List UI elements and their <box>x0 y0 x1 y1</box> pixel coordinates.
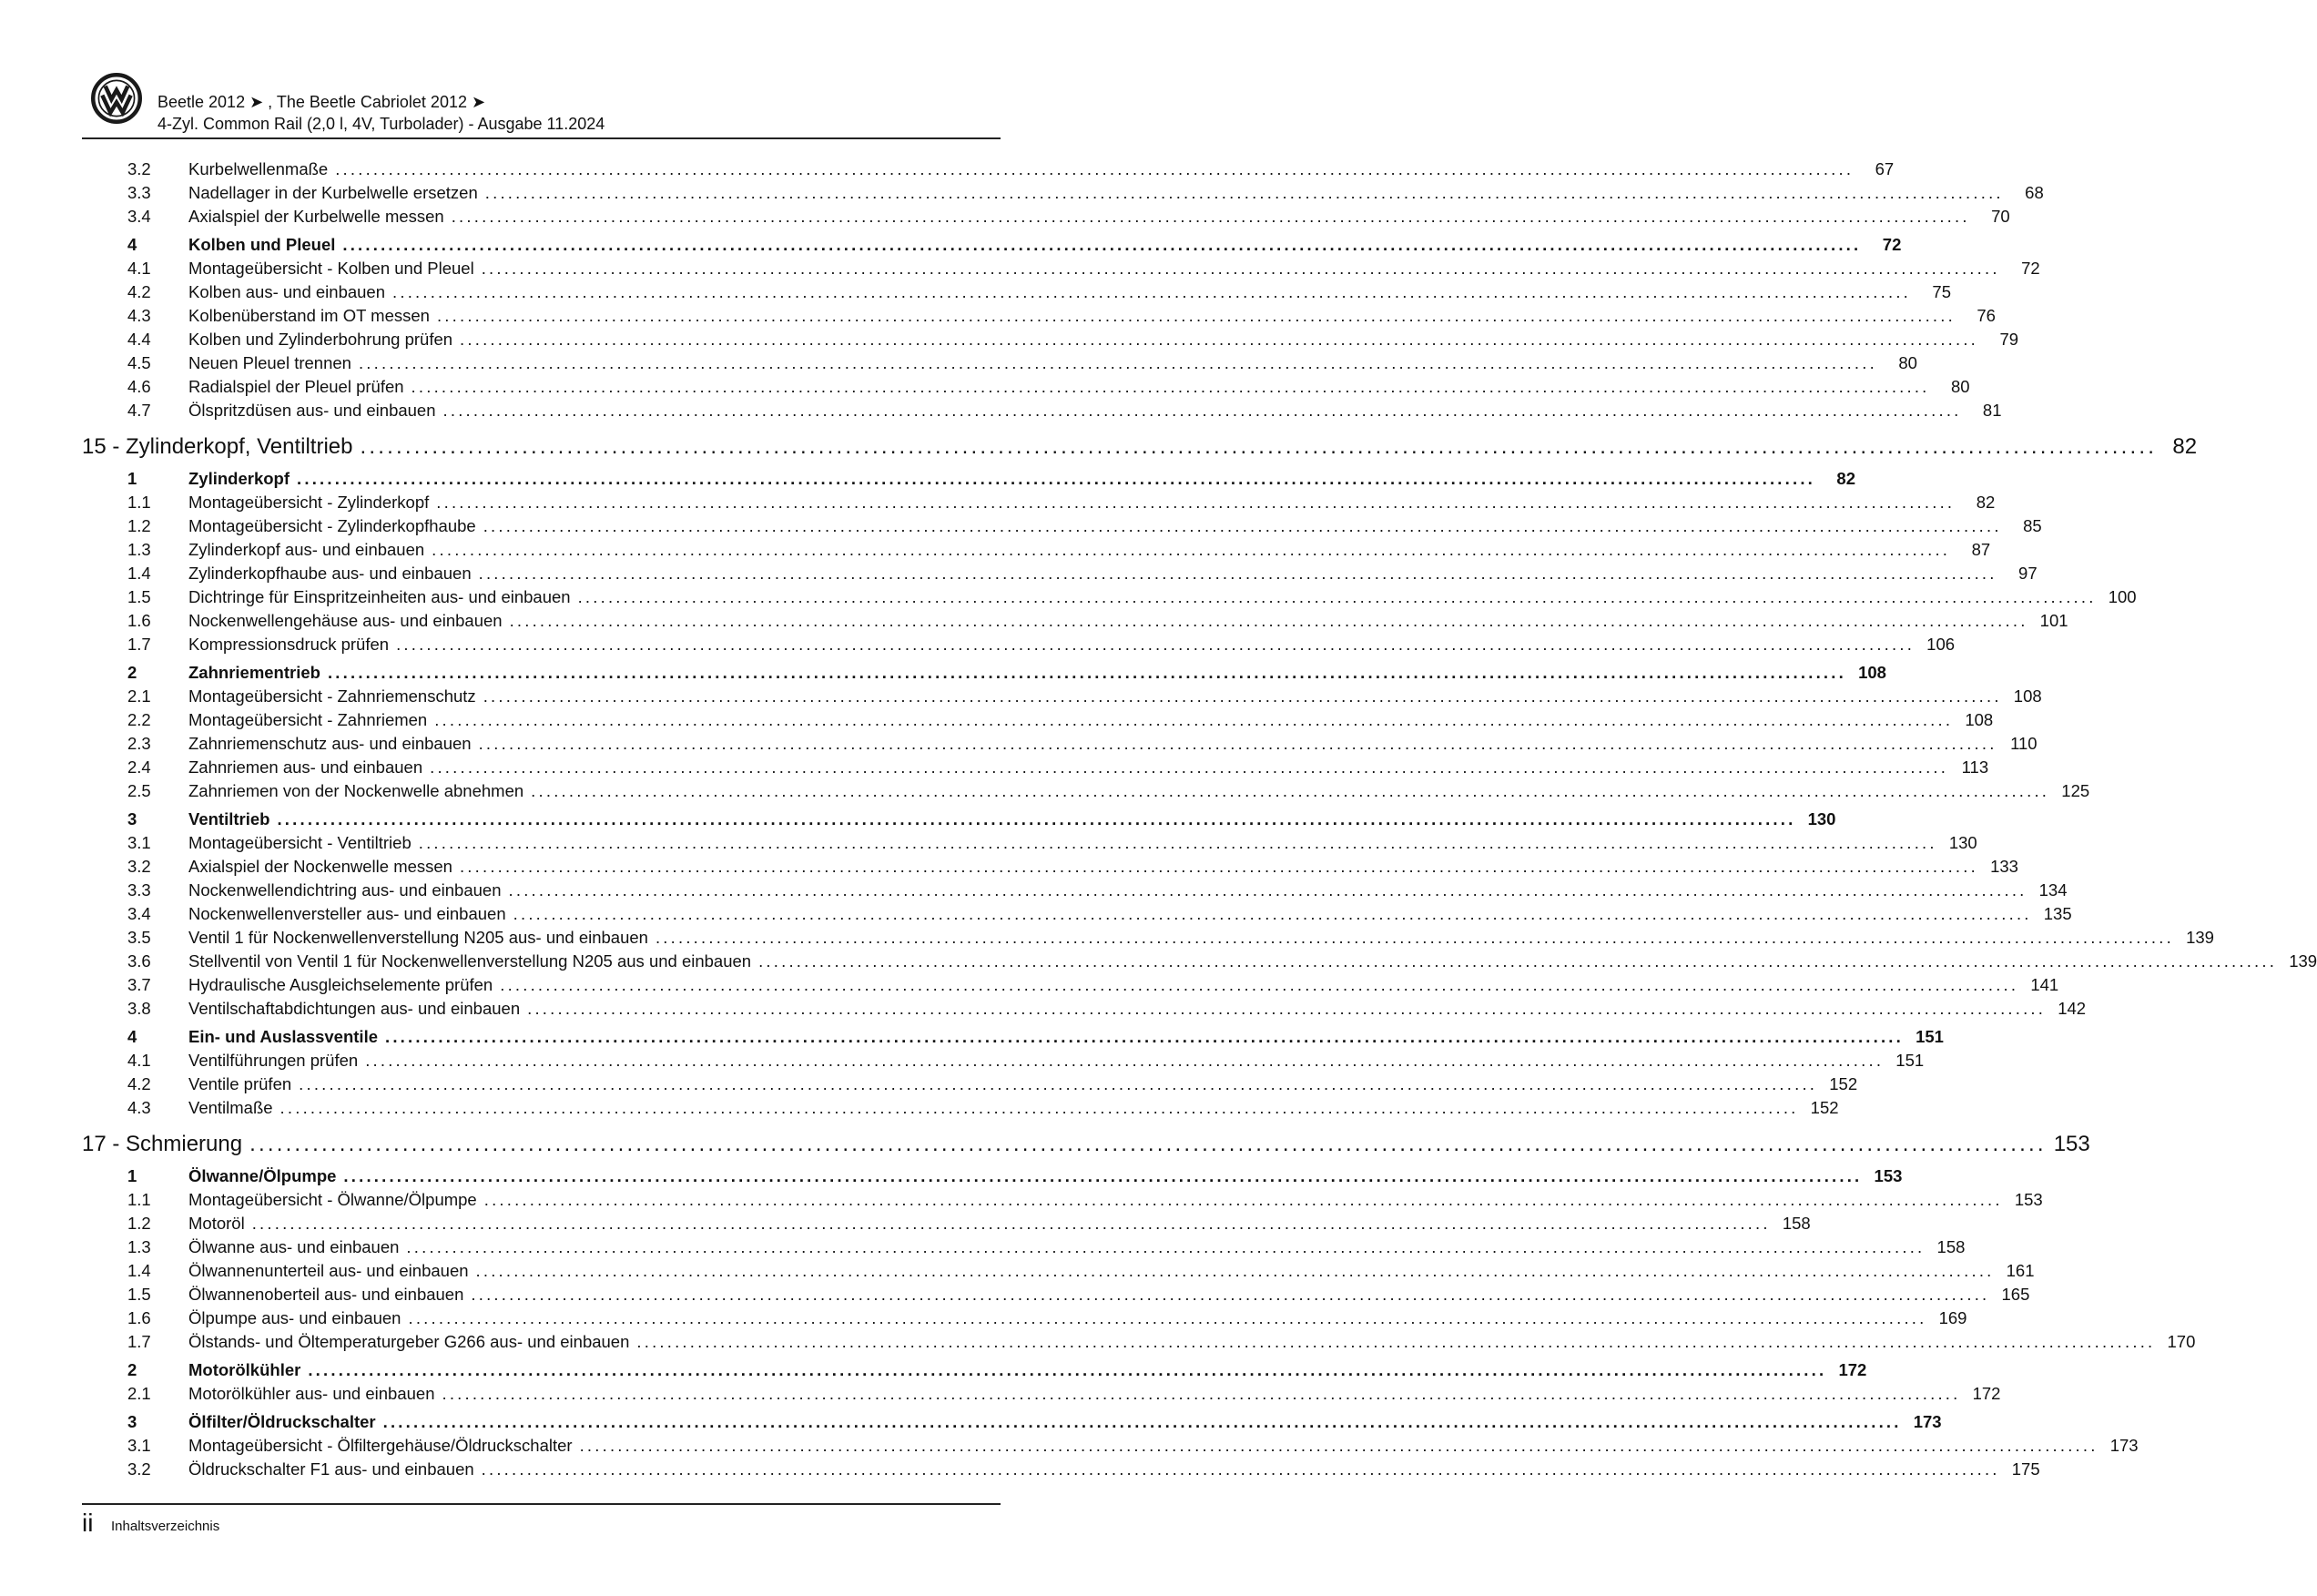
toc-entry[interactable] <box>82 1259 2035 1283</box>
toc-leader-dots: ........................................................................................................................................................................................................ <box>508 880 2027 900</box>
toc-title: Nockenwellenversteller aus- und einbauen <box>188 904 506 923</box>
toc-entry[interactable] <box>82 280 1951 304</box>
toc-leader-dots: ........................................................................................................................................................................................................ <box>579 1436 2099 1455</box>
toc-number: 3.4 <box>127 207 151 226</box>
toc-leader-dots: ........................................................................................................................................................................................................ <box>481 259 2000 278</box>
page-number: ii <box>82 1509 94 1537</box>
toc-number: 4.3 <box>127 306 151 325</box>
toc-title: Motorölkühler aus- und einbauen <box>188 1384 435 1403</box>
toc-page-number: 108 <box>1858 663 1886 682</box>
toc-page-number: 108 <box>1965 710 1994 729</box>
toc-section[interactable] <box>82 1025 1944 1049</box>
toc-page-number: 100 <box>2108 587 2137 606</box>
toc-entry[interactable] <box>82 609 2068 633</box>
toc-title: Montageübersicht - Kolben und Pleuel <box>188 259 474 278</box>
toc-leader-dots: ........................................................................................................................................................................................................ <box>471 1285 1990 1304</box>
toc-entry[interactable] <box>82 1072 1858 1096</box>
toc-leader-dots: ........................................................................................................................................................................................................ <box>342 235 1862 254</box>
toc-number: 1.7 <box>127 635 151 654</box>
toc-number: 3.1 <box>127 1436 151 1455</box>
toc-title: Ölwanne aus- und einbauen <box>188 1237 400 1256</box>
toc-number: 3.5 <box>127 928 151 947</box>
toc-leader-dots: ........................................................................................................................................................................................................ <box>411 377 1930 396</box>
toc-entry[interactable] <box>82 950 2317 973</box>
toc-title: Ölwanne/Ölpumpe <box>188 1166 337 1185</box>
toc-entry[interactable] <box>82 1458 2040 1481</box>
toc-leader-dots: ........................................................................................................................................................................................................ <box>343 1166 1863 1185</box>
toc-leader-dots: ........................................................................................................................................................................................................ <box>460 330 1979 349</box>
toc-title: Zahnriementrieb <box>188 663 320 682</box>
toc-page-number: 172 <box>1972 1384 2001 1403</box>
toc-number: 3.1 <box>127 833 151 852</box>
toc-page-number: 134 <box>2038 880 2068 900</box>
toc-page-number: 72 <box>2021 259 2040 278</box>
toc-entry[interactable] <box>82 779 2090 803</box>
toc-entry[interactable] <box>82 855 2018 879</box>
toc-number: 1.1 <box>127 1190 151 1209</box>
toc-entry[interactable] <box>82 399 2002 422</box>
toc-entry[interactable] <box>82 257 2040 280</box>
toc-entry[interactable] <box>82 585 2137 609</box>
toc-title: Zylinderkopfhaube aus- und einbauen <box>188 564 472 583</box>
toc-number: 4.6 <box>127 377 151 396</box>
toc-number: 3.3 <box>127 183 151 202</box>
toc-page-number: 151 <box>1895 1051 1925 1070</box>
toc-leader-dots: ........................................................................................................................................................................................................ <box>335 159 1855 178</box>
toc-leader-dots: ........................................................................................................................................................................................................ <box>299 1074 1818 1093</box>
table-of-contents <box>82 158 2317 1481</box>
toc-title: Zylinderkopf <box>188 469 290 488</box>
toc-section[interactable] <box>82 467 1855 491</box>
toc-entry[interactable] <box>82 351 1917 375</box>
toc-page-number: 76 <box>1977 306 1996 325</box>
toc-page-number: 67 <box>1875 159 1895 178</box>
toc-number: 4.5 <box>127 353 151 372</box>
toc-number: 3 <box>127 1412 137 1431</box>
toc-page-number: 153 <box>2053 1132 2090 1156</box>
toc-title: Montageübersicht - Ölfiltergehäuse/Öldruckschalter <box>188 1436 573 1455</box>
toc-leader-dots: ........................................................................................................................................................................................................ <box>442 1384 1961 1403</box>
toc-leader-dots: ........................................................................................................................................................................................................ <box>655 928 2174 947</box>
toc-entry[interactable] <box>82 1049 1925 1072</box>
toc-leader-dots: ........................................................................................................................................................................................................ <box>365 1051 1885 1070</box>
toc-title: Zylinderkopf aus- und einbauen <box>188 540 425 559</box>
toc-page-number: 135 <box>2043 904 2072 923</box>
toc-leader-dots: ........................................................................................................................................................................................................ <box>483 1190 2003 1209</box>
toc-number: 1 <box>127 1166 137 1185</box>
toc-page-number: 173 <box>2109 1436 2139 1455</box>
header-divider <box>82 137 1001 139</box>
toc-number: 3.6 <box>127 951 151 971</box>
toc-page-number: 108 <box>2013 686 2042 706</box>
toc-page-number: 82 <box>1836 469 1855 488</box>
toc-title: Ölpumpe aus- und einbauen <box>188 1308 401 1327</box>
toc-page-number: 152 <box>1829 1074 1858 1093</box>
toc-leader-dots: ........................................................................................................................................................................................................ <box>451 207 1970 226</box>
toc-leader-dots: ........................................................................................................................................................................................................ <box>442 401 1962 420</box>
toc-title: Axialspiel der Kurbelwelle messen <box>188 207 444 226</box>
toc-chapter[interactable] <box>82 432 2198 463</box>
toc-title: Motorölkühler <box>188 1360 301 1379</box>
toc-number: 1.4 <box>127 1261 151 1280</box>
toc-entry[interactable] <box>82 158 1895 181</box>
toc-number: 1.2 <box>127 516 151 535</box>
toc-page-number: 81 <box>1982 401 2002 420</box>
toc-title: Nadellager in der Kurbelwelle ersetzen <box>188 183 478 202</box>
toc-entry[interactable] <box>82 1283 2030 1306</box>
toc-leader-dots: ........................................................................................................................................................................................................ <box>406 1237 1926 1256</box>
toc-title: Ventilführungen prüfen <box>188 1051 359 1070</box>
toc-leader-dots: ........................................................................................................................................................................................................ <box>500 975 2019 994</box>
toc-leader-dots: ........................................................................................................................................................................................................ <box>251 1214 1771 1233</box>
toc-title: Zahnriemenschutz aus- und einbauen <box>188 734 472 753</box>
toc-number: 2.1 <box>127 1384 151 1403</box>
toc-page-number: 130 <box>1948 833 1977 852</box>
toc-entry[interactable] <box>82 562 2038 585</box>
toc-title: Ventilmaße <box>188 1098 273 1117</box>
toc-page-number: 152 <box>1810 1098 1839 1117</box>
toc-page-number: 153 <box>1874 1166 1903 1185</box>
toc-number: 3 <box>127 809 137 828</box>
toc-title: Montageübersicht - Zahnriemen <box>188 710 428 729</box>
toc-entry[interactable] <box>82 926 2214 950</box>
toc-number: 2 <box>127 1360 137 1379</box>
toc-title: 15 - Zylinderkopf, Ventiltrieb <box>82 434 353 459</box>
toc-section[interactable] <box>82 1410 1942 1434</box>
toc-entry[interactable] <box>82 1306 1967 1330</box>
toc-number: 1.6 <box>127 611 151 630</box>
header-line-1: Beetle 2012 ➤ , The Beetle Cabriolet 2012 ➤ <box>158 93 486 111</box>
toc-title: Ölwannenunterteil aus- und einbauen <box>188 1261 469 1280</box>
toc-page-number: 106 <box>1926 635 1956 654</box>
toc-title: Radialspiel der Pleuel prüfen <box>188 377 404 396</box>
toc-entry[interactable] <box>82 831 1977 855</box>
toc-title: Montageübersicht - Ventiltrieb <box>188 833 412 852</box>
toc-entry[interactable] <box>82 756 1989 779</box>
toc-section[interactable] <box>82 661 1886 685</box>
toc-number: 3.3 <box>127 880 151 900</box>
toc-page-number: 75 <box>1932 282 1951 301</box>
toc-page-number: 175 <box>2011 1459 2040 1479</box>
toc-page-number: 133 <box>1990 857 2018 876</box>
toc-entry[interactable] <box>82 181 2044 205</box>
toc-title: Kompressionsdruck prüfen <box>188 635 390 654</box>
toc-title: Zahnriemen von der Nockenwelle abnehmen <box>188 781 524 800</box>
toc-entry[interactable] <box>82 1382 2001 1406</box>
toc-page-number: 87 <box>1971 540 1991 559</box>
toc-entry[interactable] <box>82 633 1956 656</box>
toc-page-number: 80 <box>1898 353 1917 372</box>
toc-title: Zahnriemen aus- und einbauen <box>188 757 423 777</box>
toc-title: Montageübersicht - Zahnriemenschutz <box>188 686 476 706</box>
toc-page-number: 158 <box>1782 1214 1811 1233</box>
toc-number: 1.6 <box>127 1308 151 1327</box>
toc-entry[interactable] <box>82 1096 1839 1120</box>
toc-page-number: 170 <box>2167 1332 2196 1351</box>
toc-title: Öldruckschalter F1 aus- und einbauen <box>188 1459 474 1479</box>
toc-leader-dots: ........................................................................................................................................................................................................ <box>483 686 2002 706</box>
toc-number: 3.7 <box>127 975 151 994</box>
toc-leader-dots: ........................................................................................................................................................................................................ <box>408 1308 1927 1327</box>
toc-title: Stellventil von Ventil 1 für Nockenwellenverstellung N205 aus und einbauen <box>188 951 752 971</box>
toc-leader-dots: ........................................................................................................................................................................................................ <box>277 809 1796 828</box>
toc-entry[interactable] <box>82 205 2010 229</box>
toc-leader-dots: ........................................................................................................................................................................................................ <box>308 1360 1827 1379</box>
toc-title: Motoröl <box>188 1214 245 1233</box>
toc-number: 1.1 <box>127 493 151 512</box>
toc-number: 2.2 <box>127 710 151 729</box>
toc-title: Dichtringe für Einspritzeinheiten aus- und einbauen <box>188 587 571 606</box>
toc-leader-dots: ........................................................................................................................................................................................................ <box>396 635 1916 654</box>
toc-number: 1 <box>127 469 137 488</box>
toc-number: 4.4 <box>127 330 151 349</box>
toc-leader-dots: ........................................................................................................................................................................................................ <box>382 1412 1902 1431</box>
toc-page-number: 82 <box>1976 493 1996 512</box>
toc-title: Kurbelwellenmaße <box>188 159 329 178</box>
toc-title: Neuen Pleuel trennen <box>188 353 351 372</box>
toc-number: 2.1 <box>127 686 151 706</box>
toc-leader-dots: ........................................................................................................................................................................................................ <box>527 999 2047 1018</box>
toc-entry[interactable] <box>82 1434 2139 1458</box>
toc-title: Ventilschaftabdichtungen aus- und einbauen <box>188 999 521 1018</box>
toc-page-number: 85 <box>2023 516 2042 535</box>
toc-title: Kolbenüberstand im OT messen <box>188 306 430 325</box>
toc-title: Ölfilter/Öldruckschalter <box>188 1412 376 1431</box>
toc-page-number: 70 <box>1991 207 2010 226</box>
toc-title: Montageübersicht - Zylinderkopfhaube <box>188 516 476 535</box>
toc-entry[interactable] <box>82 879 2068 902</box>
toc-page-number: 80 <box>1950 377 1970 396</box>
toc-title: Kolben und Zylinderbohrung prüfen <box>188 330 453 349</box>
toc-number: 2 <box>127 663 137 682</box>
toc-leader-dots: ........................................................................................................................................................................................................ <box>392 282 1911 301</box>
toc-number: 2.5 <box>127 781 151 800</box>
toc-number: 4.7 <box>127 401 151 420</box>
toc-number: 1.4 <box>127 564 151 583</box>
toc-entry[interactable] <box>82 375 1970 399</box>
toc-leader-dots: ........................................................................................................................................................................................................ <box>436 306 1956 325</box>
toc-title: Ventil 1 für Nockenwellenverstellung N205 aus- und einbauen <box>188 928 648 947</box>
toc-section[interactable] <box>82 808 1836 831</box>
toc-leader-dots: ........................................................................................................................................................................................................ <box>327 663 1846 682</box>
toc-page-number: 82 <box>2172 434 2198 459</box>
toc-title: Ölstands- und Öltemperaturgeber G266 aus- und einbauen <box>188 1332 630 1351</box>
toc-page-number: 68 <box>2025 183 2044 202</box>
toc-page-number: 101 <box>2039 611 2068 630</box>
toc-number: 4.3 <box>127 1098 151 1117</box>
toc-leader-dots: ........................................................................................................................................................................................................ <box>636 1332 2156 1351</box>
toc-title: Kolben aus- und einbauen <box>188 282 386 301</box>
toc-section[interactable] <box>82 1358 1867 1382</box>
toc-page-number: 72 <box>1882 235 1902 254</box>
toc-number: 4.2 <box>127 282 151 301</box>
toc-page-number: 172 <box>1838 1360 1867 1379</box>
toc-page-number: 169 <box>1938 1308 1967 1327</box>
toc-page-number: 165 <box>2001 1285 2030 1304</box>
toc-number: 1.2 <box>127 1214 151 1233</box>
toc-page-number: 141 <box>2030 975 2059 994</box>
toc-page-number: 97 <box>2018 564 2038 583</box>
toc-title: Axialspiel der Nockenwelle messen <box>188 857 452 876</box>
toc-number: 1.3 <box>127 540 151 559</box>
toc-leader-dots: ........................................................................................................................................................................................................ <box>478 564 1997 583</box>
toc-leader-dots: ........................................................................................................................................................................................................ <box>513 904 2032 923</box>
toc-page-number: 125 <box>2061 781 2090 800</box>
toc-leader-dots: ........................................................................................................................................................................................................ <box>385 1027 1904 1046</box>
toc-page-number: 130 <box>1807 809 1836 828</box>
toc-page-number: 142 <box>2058 999 2087 1018</box>
toc-number: 3.8 <box>127 999 151 1018</box>
footer-label: Inhaltsverzeichnis <box>111 1519 220 1534</box>
toc-leader-dots: ........................................................................................................................................................................................................ <box>360 434 2158 459</box>
toc-leader-dots: ........................................................................................................................................................................................................ <box>434 710 1954 729</box>
toc-leader-dots: ........................................................................................................................................................................................................ <box>577 587 2097 606</box>
toc-leader-dots: ........................................................................................................................................................................................................ <box>432 540 1951 559</box>
toc-chapter[interactable] <box>82 1129 2090 1160</box>
toc-entry[interactable] <box>82 1330 2196 1354</box>
toc-title: Ein- und Auslassventile <box>188 1027 378 1046</box>
toc-title: Nockenwellendichtring aus- und einbauen <box>188 880 502 900</box>
toc-page-number: 110 <box>2010 734 2038 753</box>
toc-entry[interactable] <box>82 1212 1811 1235</box>
toc-number: 3.4 <box>127 904 151 923</box>
toc-title: Ventile prüfen <box>188 1074 292 1093</box>
toc-number: 4 <box>127 1027 137 1046</box>
toc-entry[interactable] <box>82 1188 2043 1212</box>
toc-number: 3.2 <box>127 1459 151 1479</box>
toc-title: Montageübersicht - Ölwanne/Ölpumpe <box>188 1190 477 1209</box>
toc-page-number: 113 <box>1961 757 1989 777</box>
toc-page-number: 153 <box>2014 1190 2043 1209</box>
toc-section[interactable] <box>82 233 1902 257</box>
toc-leader-dots: ........................................................................................................................................................................................................ <box>358 353 1877 372</box>
toc-title: Nockenwellengehäuse aus- und einbauen <box>188 611 503 630</box>
toc-title: Kolben und Pleuel <box>188 235 336 254</box>
toc-entry[interactable] <box>82 997 2087 1021</box>
toc-entry[interactable] <box>82 1235 1966 1259</box>
footer-divider <box>82 1503 1001 1505</box>
toc-entry[interactable] <box>82 304 1996 328</box>
toc-page-number: 139 <box>2289 951 2317 971</box>
toc-leader-dots: ........................................................................................................................................................................................................ <box>297 469 1815 488</box>
toc-number: 4.1 <box>127 259 151 278</box>
toc-number: 2.3 <box>127 734 151 753</box>
toc-leader-dots: ........................................................................................................................................................................................................ <box>430 757 1949 777</box>
toc-title: Montageübersicht - Zylinderkopf <box>188 493 430 512</box>
header-line-2: 4-Zyl. Common Rail (2,0 l, 4V, Turbolader) - Ausgabe 11.2024 <box>158 115 605 133</box>
toc-leader-dots: ........................................................................................................................................................................................................ <box>459 857 1978 876</box>
toc-leader-dots: ........................................................................................................................................................................................................ <box>478 734 1997 753</box>
toc-number: 4.2 <box>127 1074 151 1093</box>
toc-title: Hydraulische Ausgleichselemente prüfen <box>188 975 493 994</box>
toc-leader-dots: ........................................................................................................................................................................................................ <box>483 516 2002 535</box>
toc-entry[interactable] <box>82 514 2042 538</box>
toc-number: 1.3 <box>127 1237 151 1256</box>
toc-leader-dots: ........................................................................................................................................................................................................ <box>279 1098 1799 1117</box>
toc-entry[interactable] <box>82 708 1994 732</box>
toc-leader-dots: ........................................................................................................................................................................................................ <box>436 493 1956 512</box>
toc-page-number: 139 <box>2186 928 2214 947</box>
toc-entry[interactable] <box>82 973 2059 997</box>
toc-page-number: 173 <box>1913 1412 1942 1431</box>
toc-number: 3.2 <box>127 857 151 876</box>
toc-number: 1.5 <box>127 587 151 606</box>
vw-logo-icon <box>91 73 142 124</box>
toc-page-number: 161 <box>2006 1261 2035 1280</box>
toc-number: 4.1 <box>127 1051 151 1070</box>
toc-number: 4 <box>127 235 137 254</box>
toc-entry[interactable] <box>82 902 2072 926</box>
toc-entry[interactable] <box>82 732 2038 756</box>
toc-section[interactable] <box>82 1164 1903 1188</box>
toc-leader-dots: ........................................................................................................................................................................................................ <box>481 1459 2000 1479</box>
toc-entry[interactable] <box>82 491 1996 514</box>
toc-leader-dots: ........................................................................................................................................................................................................ <box>509 611 2028 630</box>
toc-number: 1.7 <box>127 1332 151 1351</box>
toc-page-number: 158 <box>1936 1237 1966 1256</box>
toc-title: Ventiltrieb <box>188 809 270 828</box>
header <box>158 91 605 135</box>
toc-number: 1.5 <box>127 1285 151 1304</box>
toc-title: Ölwannenoberteil aus- und einbauen <box>188 1285 464 1304</box>
toc-leader-dots: ........................................................................................................................................................................................................ <box>418 833 1937 852</box>
toc-number: 3.2 <box>127 159 151 178</box>
toc-title: 17 - Schmierung <box>82 1132 243 1156</box>
toc-leader-dots: ........................................................................................................................................................................................................ <box>475 1261 1995 1280</box>
toc-page-number: 79 <box>1999 330 2019 349</box>
toc-number: 2.4 <box>127 757 151 777</box>
toc-entry[interactable] <box>82 538 1991 562</box>
toc-leader-dots: ........................................................................................................................................................................................................ <box>531 781 2050 800</box>
toc-leader-dots: ........................................................................................................................................................................................................ <box>758 951 2278 971</box>
toc-page-number: 151 <box>1916 1027 1944 1046</box>
toc-title: Ölspritzdüsen aus- und einbauen <box>188 401 436 420</box>
toc-leader-dots: ........................................................................................................................................................................................................ <box>249 1132 2047 1156</box>
toc-entry[interactable] <box>82 685 2042 708</box>
toc-entry[interactable] <box>82 328 2019 351</box>
toc-leader-dots: ........................................................................................................................................................................................................ <box>484 183 2004 202</box>
